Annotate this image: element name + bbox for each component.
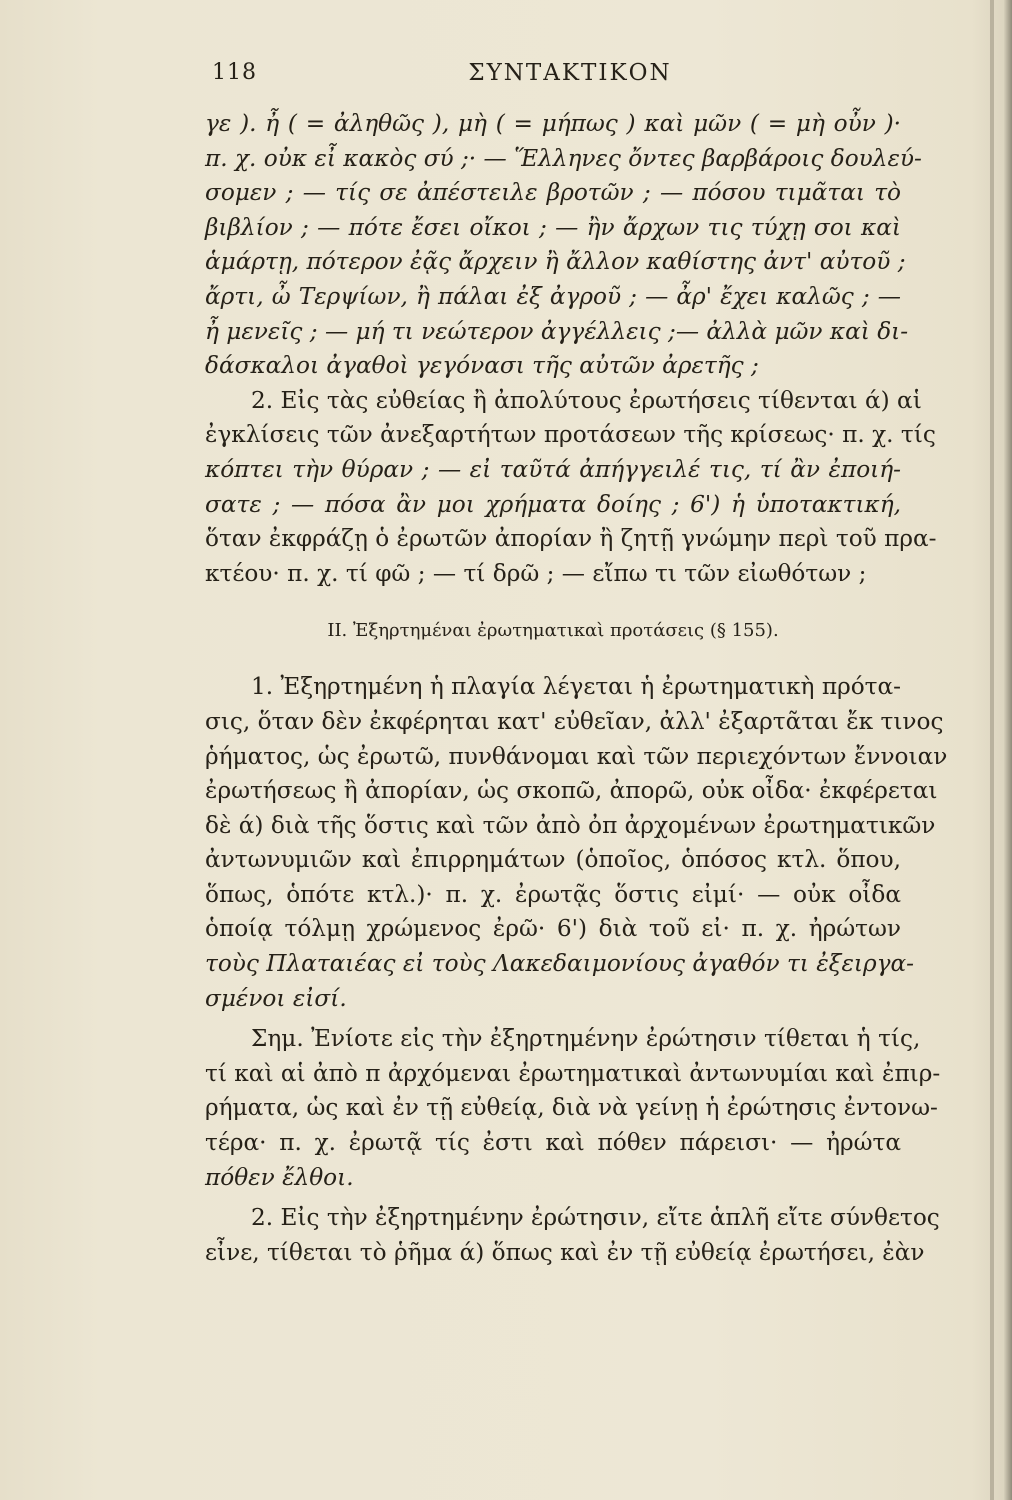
text-line: ὅταν ἐκφράζῃ ὁ ἐρωτῶν ἀπορίαν ἢ ζητῇ γνώμην περὶ τοῦ πρα- (205, 525, 937, 553)
page-header (212, 60, 898, 94)
text-line: σμένοι εἰσί. (205, 984, 347, 1012)
page-edge-shadow (990, 0, 994, 1500)
text-line: ρήματα, ὡς καὶ ἐν τῇ εὐθείᾳ, διὰ νὰ γείνῃ ἡ ἐρώτησις ἐντονω- (205, 1094, 938, 1122)
page-number: 118 (212, 60, 257, 85)
text-line: τοὺς Πλαταιέας εἰ τοὺς Λακεδαιμονίους ἀγαθόν τι ἐξειργα- (205, 950, 914, 978)
text-line: σομεν ; — τίς σε ἀπέστειλε βροτῶν ; — πόσου τιμᾶται τὸ (205, 179, 901, 207)
text-line: τί καὶ αἱ ἀπὸ π ἀρχόμεναι ἐρωτηματικαὶ ἀντωνυμίαι καὶ ἐπιρ- (205, 1059, 941, 1087)
page-edge-binding (1004, 0, 1012, 1500)
text-line: δάσκαλοι ἀγαθοὶ γεγόνασι τῆς αὐτῶν ἀρετῆς ; (205, 352, 759, 380)
text-line: ἁμάρτῃ, πότερον ἐᾷς ἄρχειν ἢ ἄλλον καθίστης ἀντ' αὐτοῦ ; (205, 248, 906, 276)
paragraph-2-line: 2. Εἰς τὴν ἐξηρτημένην ἐρώτησιν, εἴτε ἁπλῆ εἴτε σύνθετος (251, 1204, 940, 1232)
text-line: τέρα· π. χ. ἐρωτᾷ τίς ἐστι καὶ πόθεν πάρεισι· — ἠρώτα (205, 1129, 901, 1157)
running-head: ΣΥΝΤΑΚΤΙΚΟΝ (468, 60, 672, 86)
text-line: κόπτει τὴν θύραν ; — εἰ ταῦτά ἀπήγγειλέ τις, τί ἂν ἐποιή- (205, 455, 901, 483)
paragraph-1-line: 1. Ἐξηρτημένη ἡ πλαγία λέγεται ἡ ἐρωτηματικὴ πρότα- (251, 673, 901, 701)
section-heading: II. Ἐξηρτημέναι ἐρωτηματικαὶ προτάσεις (§ 155). (327, 620, 779, 642)
text-line: βιβλίον ; — πότε ἔσει οἴκοι ; — ἢν ἄρχων τις τύχῃ σοι καὶ (205, 213, 901, 241)
text-line: ἦ μενεῖς ; — μή τι νεώτερον ἀγγέλλεις ;— ἀλλὰ μῶν καὶ δι- (205, 317, 909, 345)
text-line: ὁποίᾳ τόλμῃ χρώμενος ἐρῶ· 6') διὰ τοῦ εἰ· π. χ. ἠρώτων (205, 915, 901, 943)
text-line: σατε ; — πόσα ἂν μοι χρήματα δοίης ; 6') ἡ ὑποτακτική, (205, 490, 901, 518)
text-line: κτέου· π. χ. τί φῶ ; — τί δρῶ ; — εἴπω τι τῶν εἰωθότων ; (205, 559, 867, 587)
text-line: πόθεν ἔλθοι. (205, 1163, 354, 1191)
text-line: ἄρτι, ὦ Τερψίων, ἢ πάλαι ἐξ ἀγροῦ ; — ἆρ' ἔχει καλῶς ; — (205, 282, 901, 310)
note-line: Σημ. Ἐνίοτε εἰς τὴν ἐξηρτημένην ἐρώτησιν τίθεται ἡ τίς, (251, 1025, 921, 1053)
text-line: σις, ὅταν δὲν ἐκφέρηται κατ' εὐθεῖαν, ἀλλ' ἐξαρτᾶται ἔκ τινος (205, 707, 944, 735)
text-line: ὅπως, ὁπότε κτλ.)· π. χ. ἐρωτᾷς ὅστις εἰμί· — οὐκ οἶδα (205, 880, 901, 908)
text-line: π. χ. οὐκ εἶ κακὸς σύ ;· — Ἕλληνες ὄντες βαρβάροις δουλεύ- (205, 144, 922, 172)
text-line: ἐρωτήσεως ἢ ἀπορίαν, ὡς σκοπῶ, ἀπορῶ, οὐκ οἶδα· ἐκφέρεται (205, 777, 938, 805)
page-body (205, 107, 948, 1270)
text-line: ἐγκλίσεις τῶν ἀνεξαρτήτων προτάσεων τῆς κρίσεως· π. χ. τίς (205, 421, 936, 449)
text-line: εἶνε, τίθεται τὸ ῥῆμα ά) ὅπως καὶ ἐν τῇ εὐθείᾳ ἐρωτήσει, ἐὰν (205, 1238, 925, 1266)
text-line: ἀντωνυμιῶν καὶ ἐπιρρημάτων (ὁποῖος, ὁπόσος κτλ. ὅπου, (205, 846, 901, 874)
text-line: ῥήματος, ὡς ἐρωτῶ, πυνθάνομαι καὶ τῶν περιεχόντων ἔννοιαν (205, 742, 948, 770)
paragraph-2-line: 2. Εἰς τὰς εὐθείας ἢ ἀπολύτους ἐρωτήσεις τίθενται ά) αἱ (251, 386, 922, 414)
text-line: δὲ ά) διὰ τῆς ὅστις καὶ τῶν ἀπὸ ὀπ ἀρχομένων ἐρωτηματικῶν (205, 811, 936, 839)
text-line: γε ). ἦ ( = ἀληθῶς ), μὴ ( = μήπως ) καὶ μῶν ( = μὴ οὖν )· (205, 110, 901, 137)
